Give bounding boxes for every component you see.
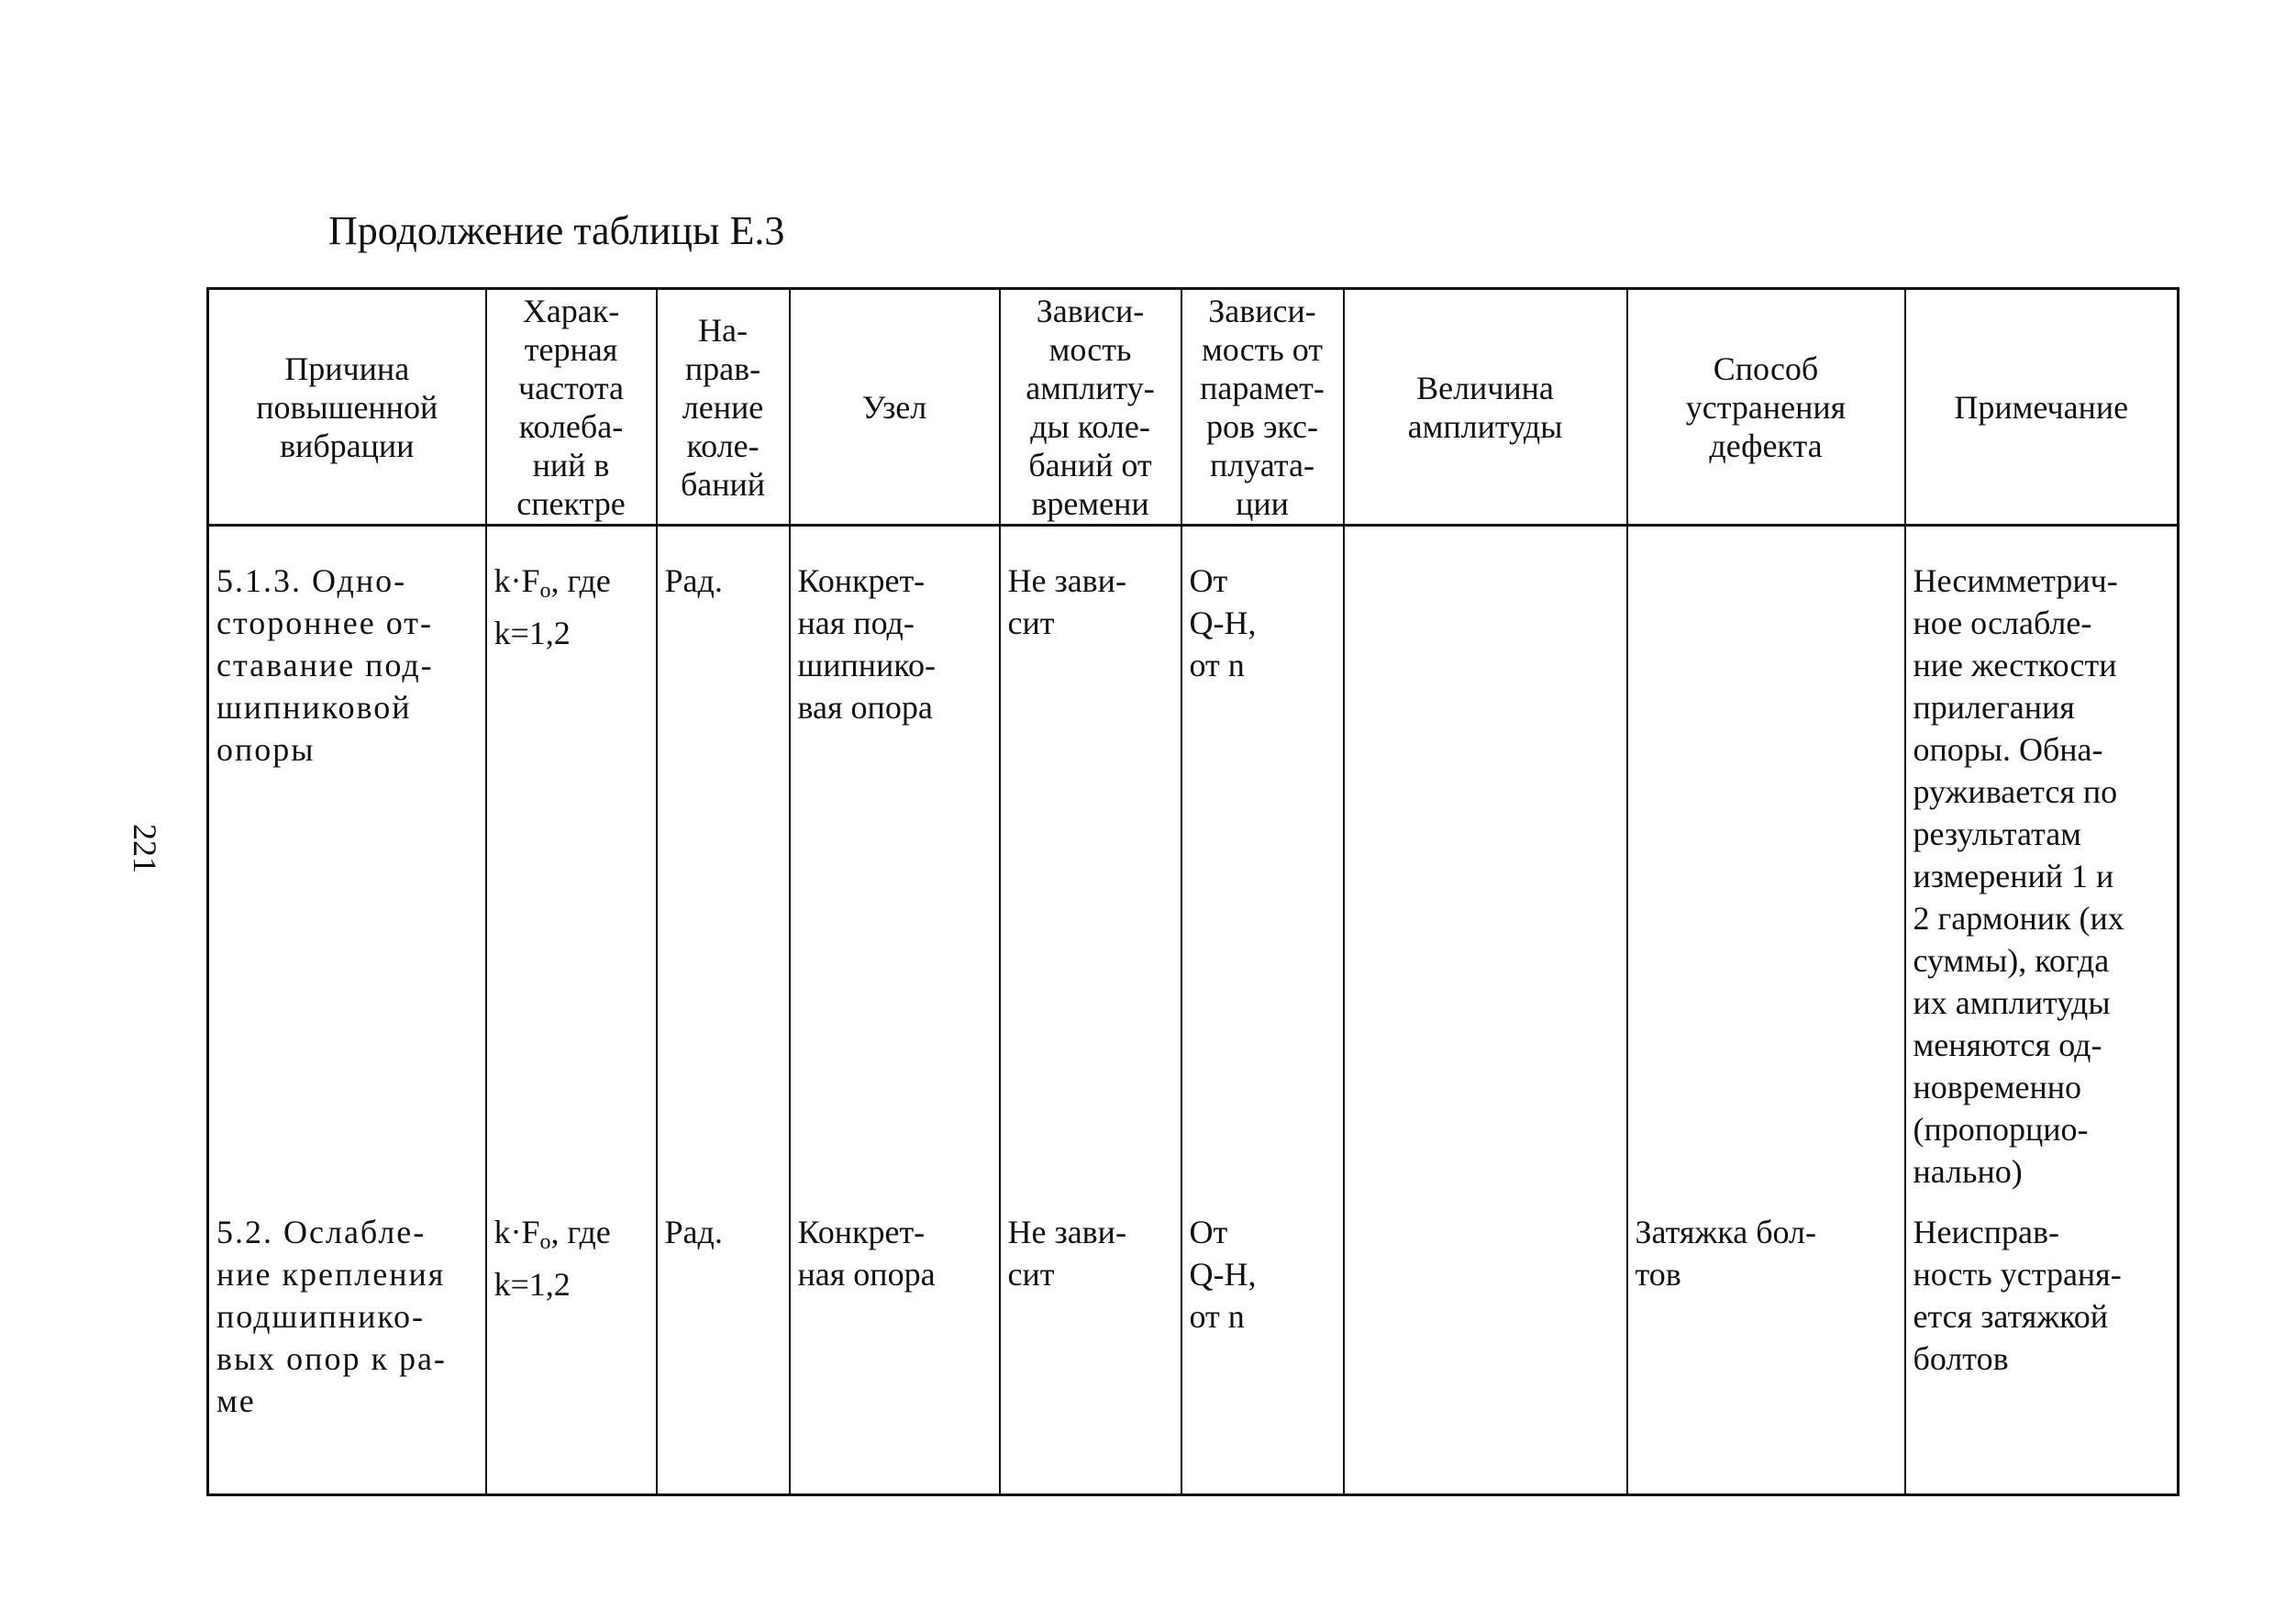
cell-amplitude <box>1344 1202 1627 1495</box>
frequency-subscript: о <box>539 579 551 603</box>
header-frequency: Харак- терная частота колеба- ний в спектре <box>486 289 657 526</box>
table-caption: Продолжение таблицы Е.3 <box>328 208 785 253</box>
table-row <box>208 526 2179 1203</box>
header-cause: Причина повышенной вибрации <box>208 289 486 526</box>
cell-unit: Конкрет- ная под- шипнико- вая опора <box>790 526 1000 1203</box>
vibration-causes-table <box>206 287 2180 1496</box>
cell-remedy: Затяжка бол- тов <box>1627 1202 1905 1495</box>
table-row <box>208 1202 2179 1495</box>
header-unit: Узел <box>790 289 1000 526</box>
cell-cause: 5.2. Ослабле- ние крепления подшипнико- вых опор к ра- ме <box>208 1202 486 1495</box>
cell-operation-dependence: От Q-Н, от n <box>1181 526 1344 1203</box>
cell-operation-dependence: От Q-Н, от n <box>1181 1202 1344 1495</box>
cell-remedy <box>1627 526 1905 1203</box>
cell-frequency <box>486 526 657 1203</box>
frequency-suffix: , где k=1,2 <box>494 562 611 651</box>
frequency-prefix: k·F <box>494 1214 540 1250</box>
cell-direction: Рад. <box>657 1202 790 1495</box>
cell-note: Неисправ- ность устраня- ется затяжкой болтов <box>1905 1202 2179 1495</box>
page-number: 221 <box>127 824 163 873</box>
cell-frequency <box>486 1202 657 1495</box>
cell-amplitude <box>1344 526 1627 1203</box>
header-direction: На- прав- ление коле- баний <box>657 289 790 526</box>
header-note: Примечание <box>1905 289 2179 526</box>
header-time-dependence: Зависи- мость амплиту- ды коле- баний от времени <box>1000 289 1181 526</box>
frequency-subscript: о <box>539 1230 551 1254</box>
cell-cause: 5.1.3. Одно- стороннее от- ставание под- шипниковой опоры <box>208 526 486 1203</box>
cell-direction: Рад. <box>657 526 790 1203</box>
header-amplitude: Величина амплитуды <box>1344 289 1627 526</box>
header-operation-dependence: Зависи- мость от парамет- ров экс- плуата- ции <box>1181 289 1344 526</box>
cell-time-dependence: Не зави- сит <box>1000 526 1181 1203</box>
table-header-row <box>208 289 2179 526</box>
cell-unit: Конкрет- ная опора <box>790 1202 1000 1495</box>
cell-note: Несимметрич- ное ослабле- ние жесткости прилегания опоры. Обна- руживается по результатам измерений 1 и 2 гармоник (их суммы), когда их амплитуды меняются од- новременно (пропорцио- нально) <box>1905 526 2179 1203</box>
cell-time-dependence: Не зави- сит <box>1000 1202 1181 1495</box>
frequency-suffix: , где k=1,2 <box>494 1214 611 1303</box>
frequency-prefix: k·F <box>494 562 540 599</box>
header-remedy: Способ устранения дефекта <box>1627 289 1905 526</box>
